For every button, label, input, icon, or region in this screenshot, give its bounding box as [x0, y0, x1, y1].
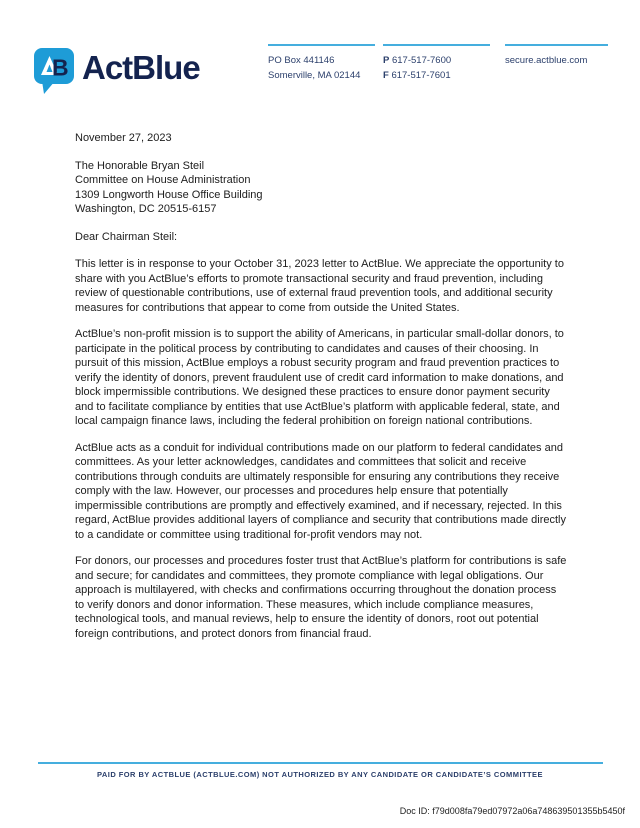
contact-phone: [383, 53, 490, 68]
letter-date: November 27, 2023: [75, 132, 172, 144]
recipient-line: Washington, DC 20515-6157: [75, 203, 217, 215]
recipient-address-block: [75, 159, 567, 217]
contact-address-line1: PO Box 441146: [268, 55, 335, 66]
footer-divider: [38, 762, 603, 764]
letterhead-contact: [0, 44, 640, 94]
fax-number: 617-517-7601: [391, 70, 451, 81]
contact-address: [268, 44, 375, 83]
doc-id-stamp: Doc ID: f79d008fa79ed07972a06a748639501355b5450f: [399, 806, 625, 816]
phone-number: 617-517-7600: [391, 55, 452, 66]
recipient-line: Committee on House Administration: [75, 174, 251, 186]
fax-label: F: [383, 70, 389, 81]
recipient-line: The Honorable Bryan Steil: [75, 159, 205, 172]
phone-label: P: [383, 55, 390, 66]
contact-website: secure.actblue.com: [505, 44, 608, 68]
contact-phone-fax: [383, 44, 490, 83]
contact-address-line2: Somerville, MA 02144: [268, 70, 361, 81]
letter-body: [75, 131, 567, 641]
salutation: Dear Chairman Steil:: [75, 230, 178, 243]
letter-paragraph: ActBlue acts as a conduit for individual contributions made on our platform to federal candidates and committees. As your letter acknowledges, candidates and committees that solicit and receive contributions through conduits are ultimately responsible for ensuring any contributions they receive comply with the law. However, our processes and procedures help ensure that potentially impermissible contributions are promptly and effectively examined, and if necessary, rejected. In this regard, ActBlue provides additional layers of compliance and security that contributions made directly to a candidate or committee using traditional for-profit vendors may not.: [75, 441, 566, 541]
contact-fax: [383, 68, 490, 83]
letter-paragraph: For donors, our processes and procedures foster trust that ActBlue’s platform for contributions is safe and secure; for candidates and committees, they promote compliance with legal obligations. Our approach is multilayered, with checks and confirmations occurring throughout the donation process to verify donors and donor information. These measures, which include compliance measures, technological tools, and manual reviews, help to ensure the identity of donors, root out potential foreign contributions, and protect donors from financial fraud.: [75, 555, 567, 640]
letter-paragraph: ActBlue’s non-profit mission is to support the ability of Americans, in particular small-dollar donors, to participate in the political process by contributing to candidates and causes of their choosing. In pursuit of this mission, ActBlue employs a robust security program and fraud prevention practices to verify the identity of donors, prevent fraudulent use of credit card information to make donations, and block impermissible contributions. We designed these practices to ensure donor payment security and to facilitate compliance by entities that use ActBlue’s platform with applicable federal, state, and local campaign finance laws, including the federal prohibition on foreign national contributions.: [75, 328, 564, 427]
letter-paragraph: This letter is in response to your October 31, 2023 letter to ActBlue. We appreciate the opportunity to share with you ActBlue’s efforts to promote transactional security and fraud prevention, including review of questionable contributions, use of external fraud prevention tools, and additional security measures for contributions that appear to come from outside the United States.: [75, 258, 564, 314]
actblue-wordmark: ActBlue: [82, 49, 200, 86]
svg-text:B: B: [52, 54, 69, 81]
footer-disclaimer: PAID FOR BY ACTBLUE (ACTBLUE.COM) NOT AUTHORIZED BY ANY CANDIDATE OR CANDIDATE’S COMMITTEE: [97, 770, 543, 779]
recipient-line: 1309 Longworth House Office Building: [75, 188, 263, 201]
